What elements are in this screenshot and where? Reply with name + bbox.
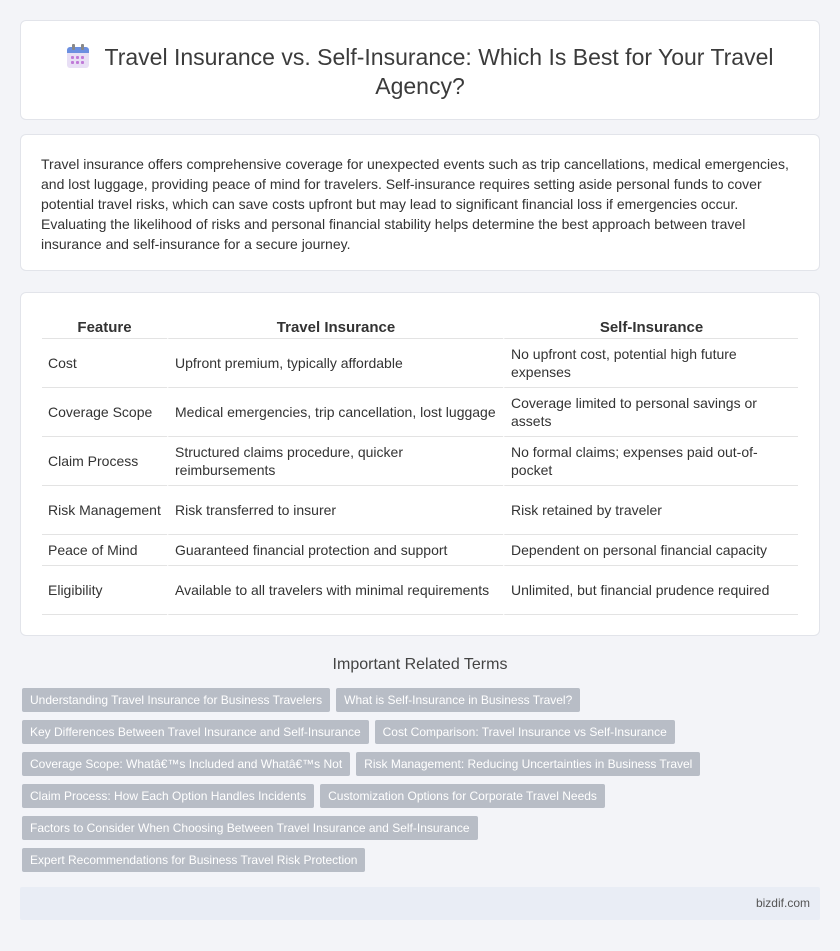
table-cell-feature: Eligibility — [42, 566, 167, 615]
related-term-link[interactable]: Understanding Travel Insurance for Business Travelers — [22, 688, 330, 712]
table-cell-feature: Peace of Mind — [42, 535, 167, 566]
comparison-table-card — [20, 292, 820, 636]
table-cell-self: Risk retained by traveler — [503, 486, 798, 535]
header-feature: Feature — [42, 315, 167, 339]
table-cell-travel: Available to all travelers with minimal requirements — [167, 566, 503, 615]
table-cell-self: Dependent on personal financial capacity — [503, 535, 798, 566]
header-travel-insurance: Travel Insurance — [167, 315, 503, 339]
table-cell-feature: Cost — [42, 339, 167, 388]
table-cell-travel: Risk transferred to insurer — [167, 486, 503, 535]
table-cell-self: No upfront cost, potential high future expenses — [503, 339, 798, 388]
comparison-table — [42, 315, 798, 615]
related-terms-title: Important Related Terms — [332, 656, 508, 673]
page-title: Travel Insurance vs. Self-Insurance: Which Is Best for Your Travel Agency? — [104, 44, 774, 99]
intro-card — [20, 134, 820, 271]
related-terms-list — [22, 688, 822, 880]
page-title-wrap — [21, 43, 819, 101]
related-term-link[interactable]: Claim Process: How Each Option Handles Incidents — [22, 784, 314, 808]
table-row — [42, 535, 798, 566]
related-term-link[interactable]: Expert Recommendations for Business Travel Risk Protection — [22, 848, 365, 872]
header-self-insurance: Self-Insurance — [503, 315, 798, 339]
related-term-link[interactable]: Coverage Scope: Whatâ€™s Included and Whatâ€™s Not — [22, 752, 350, 776]
table-header-row — [42, 315, 798, 339]
table-row — [42, 388, 798, 437]
table-cell-feature: Coverage Scope — [42, 388, 167, 437]
table-cell-self: No formal claims; expenses paid out-of-pocket — [503, 437, 798, 486]
related-term-link[interactable]: Customization Options for Corporate Travel Needs — [320, 784, 605, 808]
intro-text: Travel insurance offers comprehensive coverage for unexpected events such as trip cancellations, medical emergencies, and lost luggage, providing peace of mind for travelers. Self-insurance requires setting aside personal funds to cover potential travel risks, which can save costs upfront but may lead to significant financial loss if emergencies occur. Evaluating the likelihood of risks and personal financial stability helps determine the best approach between travel insurance and self-insurance for a secure journey. — [41, 156, 789, 252]
table-cell-self: Unlimited, but financial prudence required — [503, 566, 798, 615]
related-term-link[interactable]: Cost Comparison: Travel Insurance vs Self-Insurance — [375, 720, 675, 744]
calendar-icon — [67, 44, 89, 68]
table-cell-self: Coverage limited to personal savings or assets — [503, 388, 798, 437]
table-cell-travel: Guaranteed financial protection and support — [167, 535, 503, 566]
table-row — [42, 486, 798, 535]
table-cell-travel: Structured claims procedure, quicker reimbursements — [167, 437, 503, 486]
table-cell-feature: Claim Process — [42, 437, 167, 486]
related-term-link[interactable]: Risk Management: Reducing Uncertainties in Business Travel — [356, 752, 700, 776]
table-cell-travel: Medical emergencies, trip cancellation, lost luggage — [167, 388, 503, 437]
table-row — [42, 437, 798, 486]
table-row — [42, 566, 798, 615]
header-card — [20, 20, 820, 120]
table-row — [42, 339, 798, 388]
footer-brand: bizdif.com — [755, 896, 810, 910]
table-cell-travel: Upfront premium, typically affordable — [167, 339, 503, 388]
related-term-link[interactable]: What is Self-Insurance in Business Travel? — [336, 688, 580, 712]
related-term-link[interactable]: Key Differences Between Travel Insurance and Self-Insurance — [22, 720, 369, 744]
footer — [20, 887, 820, 920]
related-term-link[interactable]: Factors to Consider When Choosing Between Travel Insurance and Self-Insurance — [22, 816, 478, 840]
table-cell-feature: Risk Management — [42, 486, 167, 535]
